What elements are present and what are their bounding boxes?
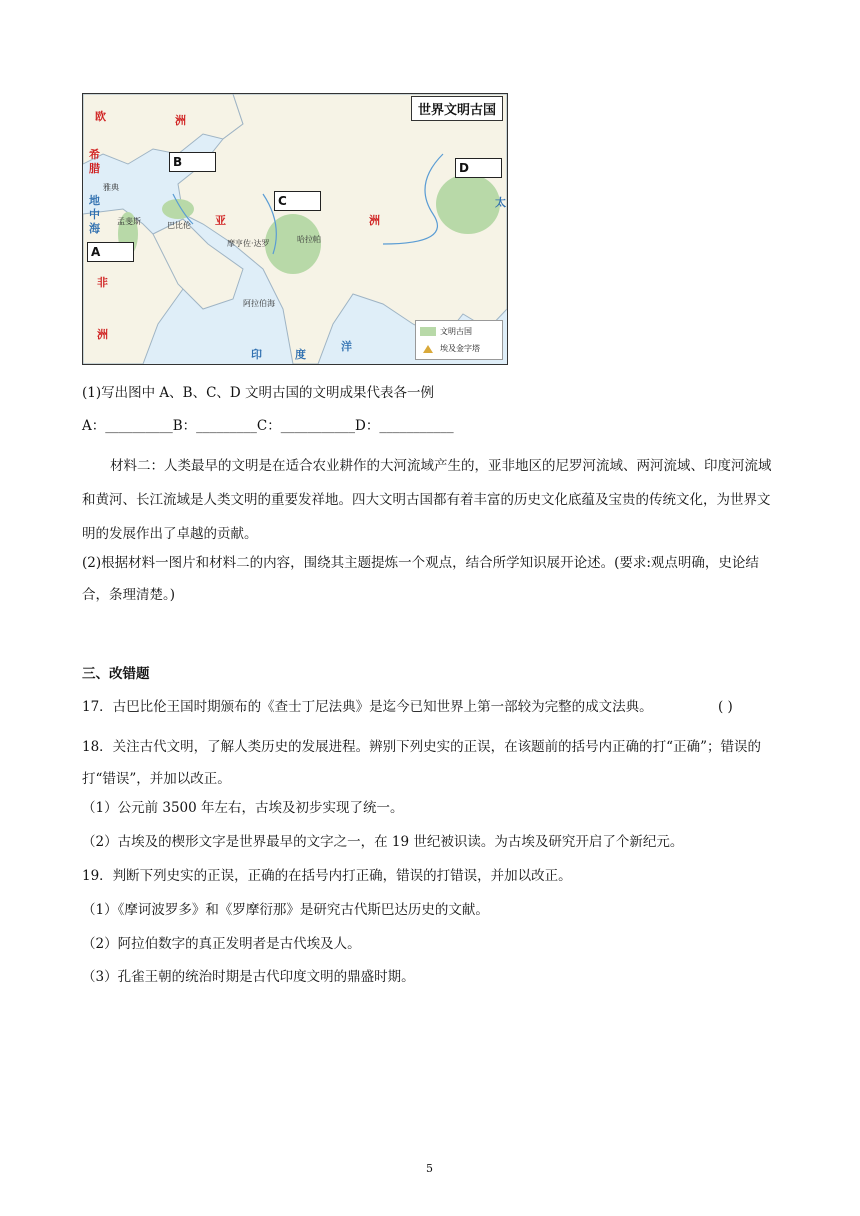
q19-item-2: （2）阿拉伯数字的真正发明者是古代埃及人。 [82,936,361,952]
region-med-3: 海 [89,222,100,235]
region-europe-2: 洲 [175,114,186,127]
map-title: 世界文明古国 [411,96,503,121]
region-europe-1: 欧 [95,110,106,123]
map-label-a: A [87,242,134,262]
q19-text: 19．判断下列史实的正误，正确的在括号内打正确，错误的打错误，并加以改正。 [82,868,572,884]
legend-civ-swatch [420,327,436,336]
q17-answer-paren: ( ) [718,699,733,715]
section-3-heading: 三、改错题 [82,666,150,682]
q1-blanks: A：__________B：_________C：___________D：___________ [82,418,454,434]
place-memphis: 孟斐斯 [117,217,141,226]
world-civilizations-map [82,93,508,365]
place-mohenjo-daro: 摩亨佐·达罗 [227,239,270,248]
material-2: 材料二：人类最早的文明是在适合农业耕作的大河流域产生的，亚非地区的尼罗河流域、两河流域、印度河流域和黄河、长江流域是人类文明的重要发祥地。四大文明古国都有着丰富的历史文化底蕴及宝贵的传统文化，为世界文明的发展作出了卓越的贡献。 [82,458,772,542]
q19-item-1: （1）《摩诃波罗多》和《罗摩衍那》是研究古代斯巴达历史的文献。 [82,902,489,918]
map-label-b: B [169,152,216,172]
region-pacific-1: 太 [495,196,506,209]
region-med-1: 地 [89,194,100,207]
region-greece-2: 腊 [89,162,100,175]
place-athens: 雅典 [103,183,119,192]
region-indian-ocean-2: 度 [295,348,306,361]
region-africa-2: 洲 [97,328,108,341]
china-civ-region [436,174,500,234]
place-babylon: 巴比伦 [167,221,191,230]
pyramid-icon [423,345,433,353]
place-harappa: 哈拉帕 [297,235,321,244]
region-africa-1: 非 [97,276,108,289]
mesopotamia-civ-region [162,199,194,219]
q17-text: 17．古巴比伦王国时期颁布的《查士丁尼法典》是迄今已知世界上第一部较为完整的成文法典。 [82,699,653,715]
q18-item-1: （1）公元前 3500 年左右，古埃及初步实现了统一。 [82,800,404,816]
q18-item-2: （2）古埃及的楔形文字是世界最早的文字之一，在 19 世纪被识读。为古埃及研究开启了个新纪元。 [82,834,684,850]
region-greece-1: 希 [89,148,100,161]
q2-prompt: (2)根据材料一图片和材料二的内容，围绕其主题提炼一个观点，结合所学知识展开论述。(要求:观点明确，史论结合，条理清楚。) [82,555,759,603]
map-label-c: C [274,191,321,211]
q18-text: 18．关注古代文明，了解人类历史的发展进程。辨别下列史实的正误，在该题前的括号内正确的打“正确”；错误的打“错误”，并加以改正。 [82,739,761,787]
region-asia-1: 亚 [215,214,226,227]
q19-item-3: （3）孔雀王朝的统治时期是古代印度文明的鼎盛时期。 [82,969,415,985]
place-arabian-sea: 阿拉伯海 [243,299,275,308]
page-number: 5 [426,1162,433,1175]
region-med-2: 中 [89,208,100,221]
map-label-d: D [455,158,502,178]
region-indian-ocean-1: 印 [251,348,262,361]
map-legend [415,320,503,360]
region-indian-ocean-3: 洋 [341,340,352,353]
legend-pyramid-label: 埃及金字塔 [440,344,480,353]
legend-civ-label: 文明古国 [440,327,472,336]
q1-prompt: (1)写出图中 A、B、C、D 文明古国的文明成果代表各一例 [82,385,435,401]
region-asia-2: 洲 [369,214,380,227]
